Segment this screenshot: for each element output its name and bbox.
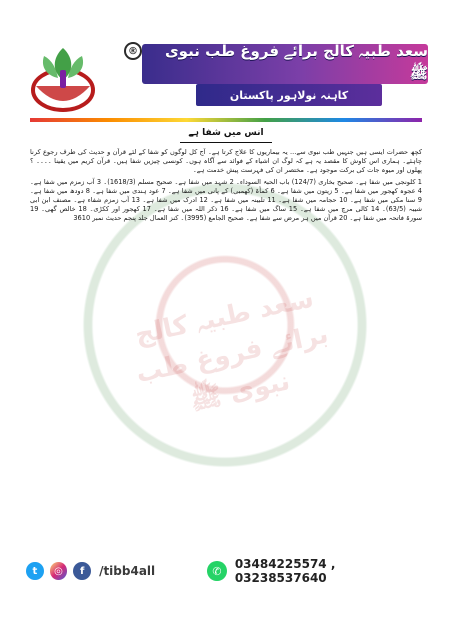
article-body [30,148,422,538]
facebook-icon[interactable]: f [73,562,91,580]
twitter-icon[interactable]: t [26,562,44,580]
instagram-icon[interactable]: ◎ [50,562,68,580]
college-logo-icon [22,40,104,118]
header-divider [30,118,422,122]
whatsapp-icon[interactable]: ✆ [207,561,227,581]
college-name-banner: سعد طبیہ کالج برائے فروغ طب نبوی ﷺ [142,44,428,84]
registered-mark: ® [124,42,142,60]
article-references: 1 کلونجی میں شفا ہے۔ صحیح بخاری (124/7) باب الحبۃ السوداء۔ 2 شہد میں شفا ہے۔ صحیح مسلم (1618/3)۔ 3 آب زمزم میں شفا ہے۔ 4 عجوہ کھجور میں شفا ہے۔ 5 زیتون میں شفا ہے۔ 6 کمأۃ (کھمبی) کے پانی میں شفا ہے۔ 7 عود ہندی میں شفا ہے۔ 8 دودھ میں شفا ہے۔ 9 سنا مکی میں شفا ہے۔ 10 حجامہ میں شفا ہے۔ 11 تلبینہ میں شفا ہے۔ 12 ادرک میں شفا ہے۔ 13 آب زمزم شفاء ہے۔ مصنف ابن ابی شیبہ (63/5)۔ 14 کالی مرچ میں شفا ہے۔ 15 ساگ میں شفا ہے۔ 16 ذکر اللہ میں شفا ہے۔ 17 کھجور اور ککڑی۔ 18 خالص گھی۔ 19 سورۃ فاتحہ میں شفا ہے۔ 20 قرآن میں ہر مرض سے شفا ہے۔ صحیح الجامع (3995)۔ کنز العمال جلد پنجم حدیث نمبر 3610 [30,177,422,223]
article-title: انس میں شفا ہے [180,128,272,143]
article-intro: کچھ حضرات ایسی ہیں جنہیں طب نبوی سے... یہ بیماریوں کا علاج کرتا ہے۔ آج کل لوگوں کو شفا کے لئے قرآن و حدیث کی طرف رجوع کرنا چاہئے۔ ہماری اس کاوش کا مقصد یہ ہے کہ لوگ ان اشیاء کے فوائد سے آگاہ ہوں۔ کونسی چیزیں شفا ہیں۔ قرآن کریم میں یقینا ۔۔۔۔ ؟ پھلوں اور میوہ جات کی برکت موجود ہے۔ مختصر ان کی فہرست پیش خدمت ہے۔ [30,148,422,175]
location-subtitle: کاہنہ نولاہور پاکستان [196,84,382,106]
phone-numbers[interactable]: 03484225574 , 03238537640 [234,557,336,585]
social-handle[interactable]: /tibb4all [99,564,156,578]
watermark-text: سعد طبیہ کالج برائے فروغ طب نبوی ﷺ [132,283,332,417]
contact-footer [26,558,428,584]
